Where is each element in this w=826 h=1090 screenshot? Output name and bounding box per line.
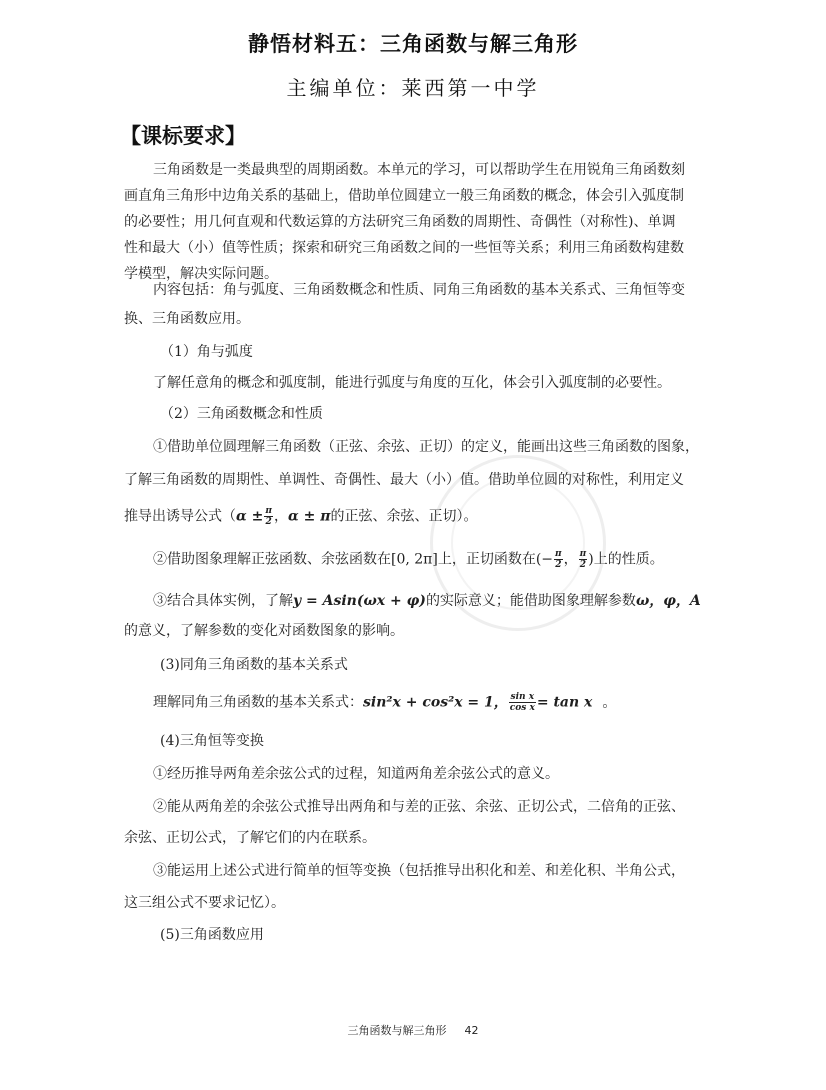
s2-formula-line (153, 591, 701, 611)
interval: [0, 2π] (391, 551, 438, 568)
s3-formula-line (153, 692, 616, 713)
subsection-heading-2: （2）三角函数概念和性质 (160, 406, 323, 422)
fraction-numerator: π (579, 549, 587, 559)
params: ω，φ，A (635, 593, 701, 609)
intro-line: 画直角三角形中边角关系的基础上，借助单位圆建立一般三角函数的概念，体会引入弧度制 (124, 188, 684, 204)
footer-label: 三角函数与解三角形 (347, 1024, 447, 1037)
fraction-denominator: cos x (509, 703, 535, 713)
text: ③结合具体实例，了解 (153, 593, 293, 609)
fraction-denominator: 2 (579, 560, 587, 570)
s4-paragraph-line: ①经历推导两角差余弦公式的过程，知道两角差余弦公式的意义。 (153, 766, 559, 782)
fraction-denominator: 2 (555, 560, 562, 570)
formula: = tan x (536, 694, 593, 711)
page-footer (0, 1022, 826, 1038)
fraction (264, 506, 273, 527)
section-heading: 【课标要求】 (120, 124, 246, 148)
subsection-heading-5: (5)三角函数应用 (160, 927, 264, 943)
s4-paragraph-line: 这三组公式不要求记忆）。 (124, 895, 285, 911)
document-title: 静悟材料五：三角函数与解三角形 (248, 32, 578, 56)
fraction-denominator: 2 (265, 517, 272, 527)
contents-line: 内容包括：角与弧度、三角函数概念和性质、同角三角函数的基本关系式、三角恒等变 (153, 282, 685, 298)
intro-line: 性和最大（小）值等性质；探索和研究三角函数之间的一些恒等关系；利用三角函数构建数 (124, 240, 684, 256)
fraction-numerator: sin x (510, 692, 535, 702)
intro-line: 的必要性；用几何直观和代数运算的方法研究三角函数的周期性、奇偶性（对称性)、单调 (124, 214, 676, 230)
separator: ， (273, 508, 288, 525)
text: 。 (602, 694, 617, 711)
fraction-numerator: π (265, 506, 272, 516)
page-number: 42 (464, 1024, 479, 1037)
formula: α ± (236, 508, 264, 525)
s4-paragraph-line: 余弦、正切公式，了解它们的内在联系。 (124, 830, 376, 846)
interval-close: ) (588, 551, 594, 568)
formula: sin²x + cos²x = 1， (363, 694, 508, 711)
subsection-heading-3: (3)同角三角函数的基本关系式 (160, 657, 348, 673)
fraction-numerator: π (555, 549, 562, 559)
document-subtitle: 主编单位：莱西第一中学 (286, 76, 540, 100)
s2-paragraph-formula-line (124, 506, 477, 527)
separator: ， (563, 551, 578, 568)
text: 推导出诱导公式（ (124, 508, 236, 525)
text: 理解同角三角函数的基本关系式： (153, 694, 363, 711)
subsection-heading-4: (4)三角恒等变换 (160, 733, 264, 749)
fraction (509, 692, 536, 713)
text: 的正弦、余弦、正切）。 (330, 508, 478, 525)
intro-line: 三角函数是一类最典型的周期函数。本单元的学习，可以帮助学生在用锐角三角函数刻 (153, 162, 685, 178)
intro-line: 学模型，解决实际问题。 (124, 266, 278, 282)
s2-paragraph-line: ①借助单位圆理解三角函数（正弦、余弦、正切）的定义，能画出这些三角函数的图象， (153, 439, 699, 455)
s2-paragraph-line: 了解三角函数的周期性、单调性、奇偶性、最大（小）值。借助单位圆的对称性，利用定义 (124, 472, 684, 488)
text: 上，正切函数在 (437, 551, 536, 568)
text: ②借助图象理解正弦函数、余弦函数在 (153, 551, 391, 568)
s2-paragraph-line: 的意义，了解参数的变化对函数图象的影响。 (124, 623, 404, 639)
contents-line: 换、三角函数应用。 (124, 311, 250, 327)
text: 的实际意义；能借助图象理解参数 (425, 593, 636, 609)
subsection-text-1: 了解任意角的概念和弧度制，能进行弧度与角度的互化，体会引入弧度制的必要性。 (153, 375, 671, 391)
s4-paragraph-line: ②能从两角差的余弦公式推导出两角和与差的正弦、余弦、正切公式，二倍角的正弦、 (153, 799, 685, 815)
s4-paragraph-line: ③能运用上述公式进行简单的恒等变换（包括推导出积化和差、和差化积、半角公式， (153, 863, 685, 879)
watermark-seal (398, 423, 638, 663)
formula: y = Asin(ωx + φ) (293, 593, 426, 609)
subsection-heading-1: （1）角与弧度 (160, 344, 253, 360)
interval-open: (− (535, 551, 554, 568)
text: 上的性质。 (593, 551, 664, 568)
formula: α ± π (287, 508, 331, 525)
